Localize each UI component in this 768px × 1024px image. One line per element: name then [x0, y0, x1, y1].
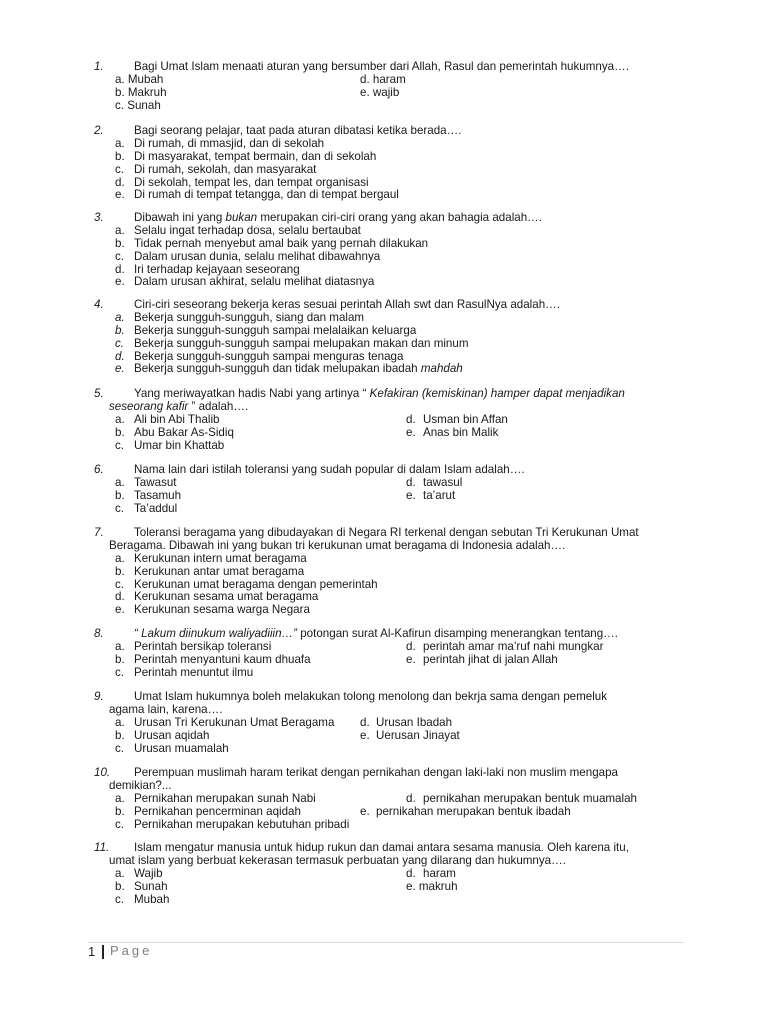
option-text: Kerukunan umat beragama dengan pemerintah	[134, 577, 378, 591]
option-text: Di rumah, sekolah, dan masyarakat	[134, 162, 317, 176]
question-number: 3.	[94, 211, 104, 224]
option-letter: c.	[115, 249, 125, 263]
option-letter: b.	[115, 564, 125, 578]
option-text: Urusan Tri Kerukunan Umat Beragama	[134, 715, 335, 729]
option-letter: d.	[115, 175, 125, 189]
option-text: Bekerja sungguh-sungguh, siang dan malam	[134, 310, 365, 324]
option-text: Urusan aqidah	[134, 728, 210, 742]
question-stem: Islam mengatur manusia untuk hidup rukun dan damai antara sesama manusia. Oleh karena itu,	[134, 841, 629, 854]
question-7	[88, 527, 684, 617]
option-text: tawasul	[423, 475, 463, 489]
option-letter: a.	[115, 412, 125, 426]
option-letter: c.	[115, 577, 125, 591]
option-letter: c.	[115, 501, 125, 515]
option-letter: a.	[115, 639, 125, 653]
option-text: haram	[423, 866, 456, 880]
question-number: 11.	[94, 841, 110, 854]
option-letter: e.	[406, 652, 416, 666]
option-letter: d.	[406, 791, 416, 805]
question-stem-continued: umat islam yang berbuat kekerasan termasuk perbuatan yang dilarang dan hukumnya….	[109, 853, 566, 867]
option-b: b. Makruh	[115, 85, 167, 99]
question-number: 1.	[94, 60, 104, 73]
option-letter: d.	[406, 475, 416, 489]
page-number-separator	[102, 945, 104, 959]
option-d: d. haram	[360, 72, 406, 86]
question-4	[88, 299, 684, 376]
question-stem: Perempuan muslimah haram terikat dengan pernikahan dengan laki-laki non muslim mengapa	[134, 766, 618, 779]
option-letter: c.	[115, 162, 125, 176]
option-text: Iri terhadap kejayaan seseorang	[134, 262, 300, 276]
option-letter: a.	[115, 475, 125, 489]
question-stem: Ciri-ciri seseorang bekerja keras sesuai perintah Allah swt dan RasulNya adalah….	[134, 298, 560, 311]
option-letter: a.	[115, 715, 125, 729]
footer-divider	[88, 942, 684, 943]
option-letter: d.	[115, 590, 125, 604]
question-8	[88, 628, 684, 680]
question-number: 4.	[94, 298, 104, 311]
option-letter: e.	[360, 728, 370, 742]
option-text: Ta’addul	[134, 501, 178, 515]
option-letter: e.	[115, 275, 125, 289]
question-6	[88, 464, 684, 516]
option-c: c. Sunah	[115, 98, 161, 112]
question-3	[88, 212, 684, 289]
option-text: perintah jihat di jalan Allah	[423, 652, 558, 666]
option-text: Kerukunan sesama umat beragama	[134, 590, 319, 604]
option-letter: c.	[115, 665, 125, 679]
option-letter: e.	[406, 425, 416, 439]
option-letter: a.	[115, 866, 125, 880]
question-2	[88, 125, 684, 202]
option-text: Tawasut	[134, 475, 177, 489]
option-letter: b.	[115, 488, 125, 502]
question-stem: Umat Islam hukumnya boleh melakukan tolong menolong dan bekrja sama dengan pemeluk	[134, 690, 608, 703]
option-text: Di rumah di tempat tetangga, dan di tempat bergaul	[134, 188, 399, 202]
question-number: 6.	[94, 463, 104, 476]
option-text: Abu Bakar As-Sidiq	[134, 425, 234, 439]
question-number: 5.	[94, 387, 104, 400]
option-letter: b.	[115, 728, 125, 742]
option-letter: c.	[115, 438, 125, 452]
option-text: Dalam urusan dunia, selalu melihat dibawahnya	[134, 249, 381, 263]
option-letter: b.	[115, 652, 125, 666]
option-letter: b.	[115, 425, 125, 439]
option-text: Selalu ingat terhadap dosa, selalu bertaubat	[134, 223, 361, 237]
option-letter: a.	[115, 223, 125, 237]
option-text: Urusan muamalah	[134, 741, 229, 755]
option-text: Di sekolah, tempat les, dan tempat organisasi	[134, 175, 369, 189]
page-number: 1	[88, 944, 96, 959]
question-number: 7.	[94, 526, 104, 539]
option-text: Perintah bersikap toleransi	[134, 639, 272, 653]
option-letter: e.	[115, 188, 125, 202]
option-letter: a.	[115, 310, 125, 324]
option-text: Anas bin Malik	[423, 425, 499, 439]
question-stem-continued: Beragama. Dibawah ini yang bukan tri kerukunan umat beragama di Indonesia adalah….	[109, 538, 566, 552]
question-number: 8.	[94, 627, 104, 640]
option-text: Pernikahan pencerminan aqidah	[134, 804, 301, 818]
option-text: perintah amar ma’ruf nahi mungkar	[423, 639, 604, 653]
option-letter: d.	[406, 639, 416, 653]
option-text: Perintah menuntut ilmu	[134, 665, 254, 679]
question-number: 10.	[94, 766, 111, 779]
option-text: Umar bin Khattab	[134, 438, 225, 452]
question-1	[88, 61, 684, 113]
option-text: Tidak pernah menyebut amal baik yang pernah dilakukan	[134, 236, 429, 250]
option-text: Perintah menyantuni kaum dhuafa	[134, 652, 311, 666]
option-text: Dalam urusan akhirat, selalu melihat diatasnya	[134, 275, 375, 289]
option-letter: c.	[115, 892, 125, 906]
option-letter: d.	[360, 715, 370, 729]
option-letter: c.	[115, 817, 125, 831]
question-stem-continued: demikian?...	[109, 778, 172, 792]
question-stem: “ Lakum diinukum waliyadiiin…” potongan surat Al-Kafirun disamping menerangkan tentang….	[134, 627, 618, 640]
option-letter: e.	[360, 804, 370, 818]
option-letter: c.	[115, 741, 125, 755]
option-letter: b.	[115, 804, 125, 818]
option-text: Bekerja sungguh-sungguh sampai menguras tenaga	[134, 349, 404, 363]
option-letter: a.	[115, 791, 125, 805]
question-stem-continued: seseorang kafir ” adalah….	[109, 399, 249, 413]
option-text: Di rumah, di mmasjid, dan di sekolah	[134, 136, 325, 150]
question-stem: Nama lain dari istilah toleransi yang sudah popular di dalam Islam adalah….	[134, 463, 525, 476]
option-letter: d.	[115, 262, 125, 276]
question-stem: Bagi seorang pelajar, taat pada aturan dibatasi ketika berada….	[134, 124, 462, 137]
question-5	[88, 388, 684, 452]
question-stem: Yang meriwayatkan hadis Nabi yang artinya “ Kefakiran (kemiskinan) hamper dapat menjadikan	[134, 387, 625, 400]
option-text: Uerusan Jinayat	[376, 728, 460, 742]
option-text: Sunah	[134, 879, 168, 893]
option-text: Bekerja sungguh-sungguh dan tidak melupakan ibadah mahdah	[134, 362, 463, 376]
option-text: Bekerja sungguh-sungguh sampai melalaikan keluarga	[134, 323, 417, 337]
question-stem: Dibawah ini yang bukan merupakan ciri-ciri orang yang akan bahagia adalah….	[134, 211, 542, 224]
option-letter: e.	[115, 603, 125, 617]
option-text: Ali bin Abi Thalib	[134, 412, 220, 426]
option-text: Kerukunan sesama warga Negara	[134, 603, 310, 617]
option-letter: e.	[406, 488, 416, 502]
option-text: Di masyarakat, tempat bermain, dan di sekolah	[134, 149, 377, 163]
option-a: a. Mubah	[115, 72, 164, 86]
option-text: Kerukunan intern umat beragama	[134, 551, 307, 565]
option-letter: a.	[115, 136, 125, 150]
page-label: Page	[110, 943, 153, 958]
option-letter: b.	[115, 323, 125, 337]
question-11	[88, 842, 684, 906]
option-text: Tasamuh	[134, 488, 182, 502]
option-letter: d.	[406, 412, 416, 426]
option-text: Wajib	[134, 866, 163, 880]
option-text: Kerukunan antar umat beragama	[134, 564, 305, 578]
option-letter: d.	[406, 866, 416, 880]
option-text: ta’arut	[423, 488, 456, 502]
option-text: pernikahan merupakan bentuk ibadah	[376, 804, 571, 818]
option-letter: a.	[115, 551, 125, 565]
question-stem-continued: agama lain, karena….	[109, 702, 223, 716]
option-letter: c.	[115, 336, 125, 350]
option-text: Bekerja sungguh-sungguh sampai melupakan makan dan minum	[134, 336, 469, 350]
option-text: Pernikahan merupakan sunah Nabi	[134, 791, 316, 805]
question-number: 9.	[94, 690, 104, 703]
option-text: Urusan Ibadah	[376, 715, 453, 729]
option-letter: e.	[115, 362, 125, 376]
option-text: pernikahan merupakan bentuk muamalah	[423, 791, 637, 805]
option-text: Mubah	[134, 892, 170, 906]
option-letter: b.	[115, 236, 125, 250]
option-letter: b.	[115, 149, 125, 163]
question-9	[88, 691, 684, 755]
question-number: 2.	[94, 124, 104, 137]
question-10	[88, 767, 684, 831]
option-letter: b.	[115, 879, 125, 893]
option-text: Usman bin Affan	[423, 412, 508, 426]
option-e: e. makruh	[406, 879, 458, 893]
question-stem: Bagi Umat Islam menaati aturan yang bersumber dari Allah, Rasul dan pemerintah hukumnya….	[134, 60, 629, 73]
option-e: e. wajib	[360, 85, 400, 99]
option-letter: d.	[115, 349, 125, 363]
option-text: Pernikahan merupakan kebutuhan pribadi	[134, 817, 350, 831]
question-stem: Toleransi beragama yang dibudayakan di Negara RI terkenal dengan sebutan Tri Kerukunan Umat	[134, 526, 639, 539]
